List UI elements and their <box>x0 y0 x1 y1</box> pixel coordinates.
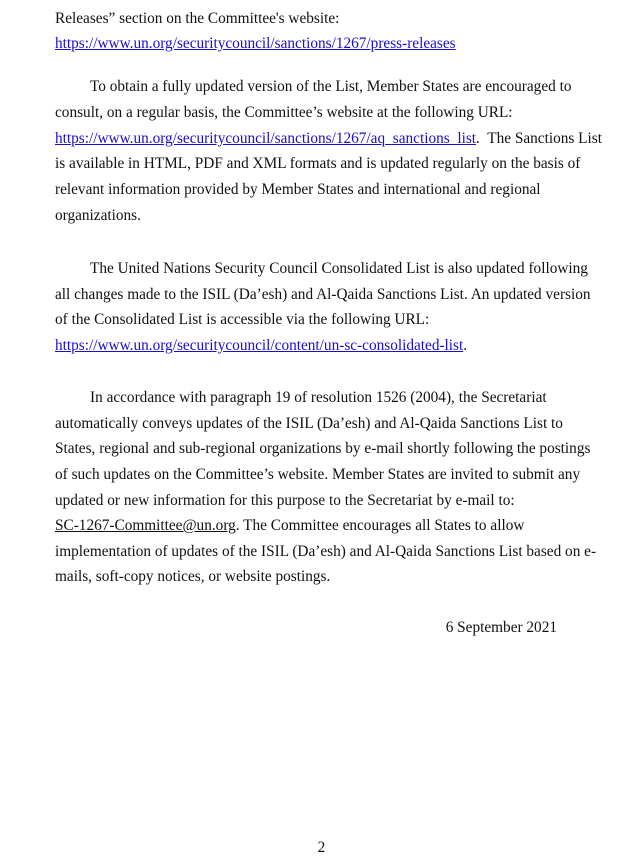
paragraph-line <box>55 517 524 535</box>
committee-email-link[interactable]: SC-1267-Committee@un.org <box>55 517 236 534</box>
paragraph-line: States, regional and sub-regional organizations by e-mail shortly following the postings <box>55 440 591 457</box>
paragraph-line: all changes made to the ISIL (Da’esh) and Al-Qaida Sanctions List. An updated version <box>55 286 591 303</box>
paragraph-line: relevant information provided by Member States and international and regional <box>55 181 541 198</box>
paragraph-line <box>55 130 602 148</box>
paragraph-line: In accordance with paragraph 19 of resolution 1526 (2004), the Secretariat <box>90 389 547 406</box>
press-releases-link[interactable]: https://www.un.org/securitycouncil/sanctions/1267/press-releases <box>55 35 456 52</box>
paragraph-line: mails, soft-copy notices, or website postings. <box>55 568 331 585</box>
paragraph-line: To obtain a fully updated version of the List, Member States are encouraged to <box>90 78 572 95</box>
paragraph-line: organizations. <box>55 207 141 224</box>
consolidated-list-link[interactable]: https://www.un.org/securitycouncil/content/un-sc-consolidated-list <box>55 337 464 354</box>
paragraph-line: implementation of updates of the ISIL (Da’esh) and Al-Qaida Sanctions List based on e- <box>55 543 597 560</box>
paragraph-line <box>55 337 467 355</box>
page-number: 2 <box>317 839 326 856</box>
paragraph-line <box>55 35 456 53</box>
line-text: . <box>463 337 468 354</box>
paragraph-line: Releases” section on the Committee's website: <box>55 10 340 27</box>
document-date: 6 September 2021 <box>445 619 557 636</box>
line-text: . The Sanctions List <box>476 130 602 147</box>
paragraph-line: automatically conveys updates of the ISIL (Da’esh) and Al-Qaida Sanctions List to <box>55 415 563 432</box>
paragraph-line: consult, on a regular basis, the Committee’s website at the following URL: <box>55 104 513 121</box>
sanctions-list-link[interactable]: https://www.un.org/securitycouncil/sanctions/1267/aq_sanctions_list <box>55 130 477 147</box>
paragraph-line: of the Consolidated List is accessible via the following URL: <box>55 311 430 328</box>
paragraph-line: is available in HTML, PDF and XML formats and is updated regularly on the basis of <box>55 155 581 172</box>
line-text: . The Committee encourages all States to allow <box>235 517 525 534</box>
paragraph-line: updated or new information for this purpose to the Secretariat by e-mail to: <box>55 492 515 509</box>
paragraph-line: The United Nations Security Council Consolidated List is also updated following <box>90 260 588 277</box>
paragraph-line: of such updates on the Committee’s website. Member States are invited to submit any <box>55 466 581 483</box>
